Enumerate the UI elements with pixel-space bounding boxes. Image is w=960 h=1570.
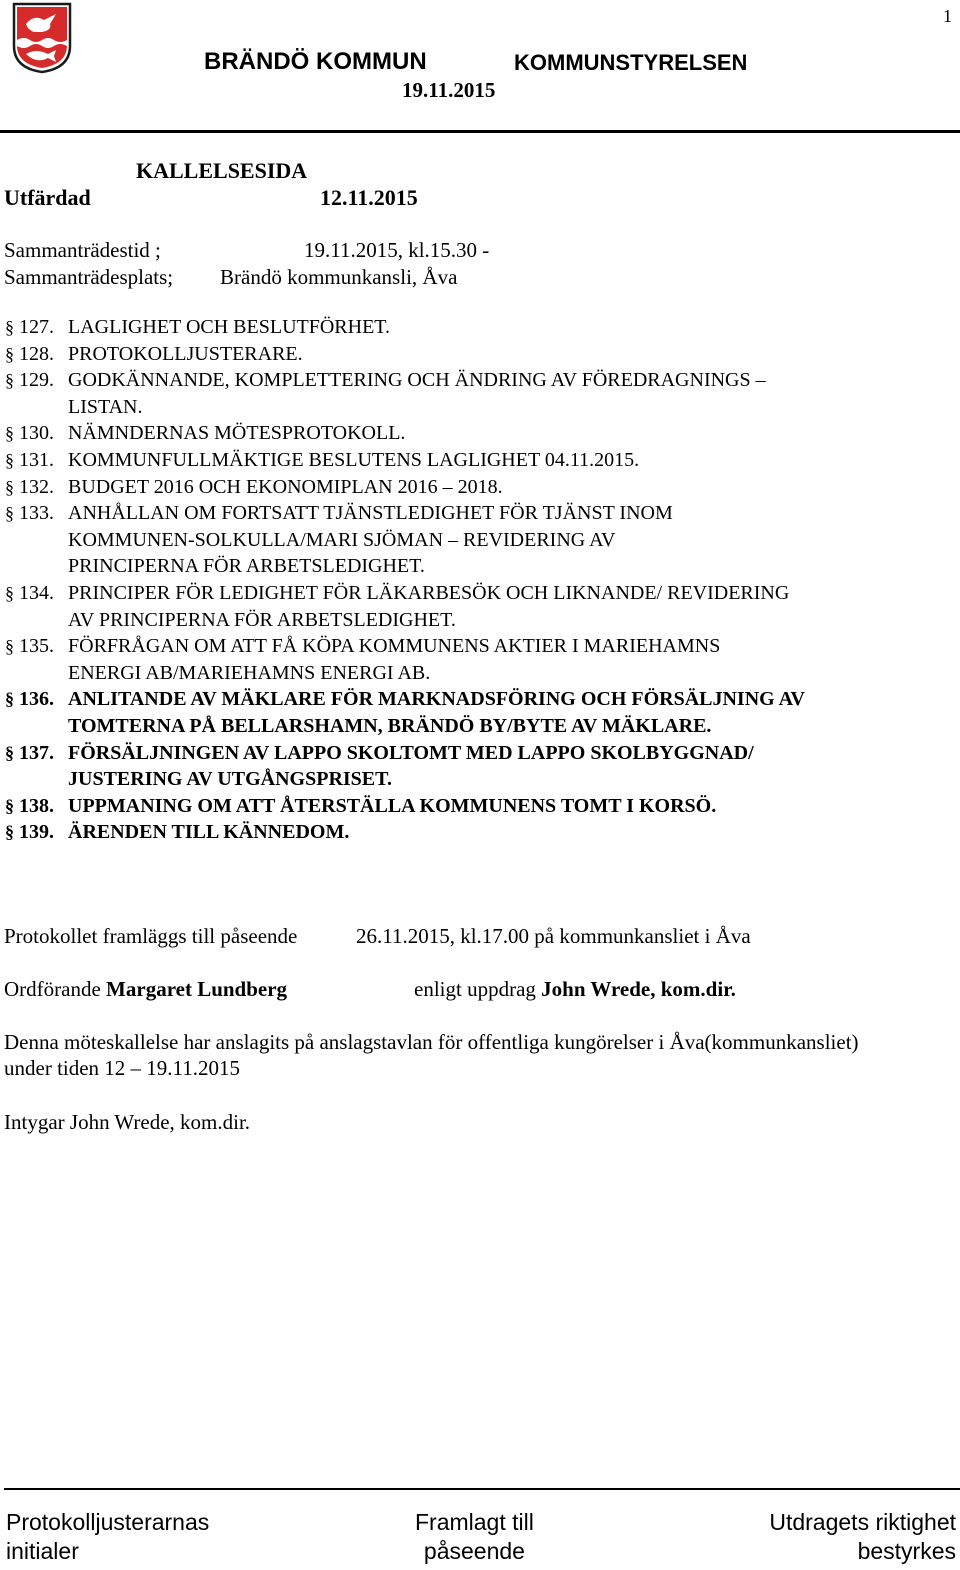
section-symbol: § <box>5 476 14 497</box>
agenda-text: LISTAN. <box>68 395 143 418</box>
issued-label: Utfärdad <box>4 185 91 210</box>
header-divider <box>0 130 960 133</box>
municipality-name: BRÄNDÖ KOMMUN <box>204 48 427 75</box>
meeting-time-label: Sammanträdestid ; <box>4 238 161 262</box>
section-symbol: § <box>5 317 14 337</box>
section-symbol: § <box>5 742 14 763</box>
agenda-text: LAGLIGHET OCH BESLUTFÖRHET. <box>68 316 391 338</box>
agenda-item <box>0 474 960 501</box>
agenda-number: 132. <box>19 475 54 498</box>
agenda-number: 135. <box>19 635 54 658</box>
signature-label: Utdragets riktighet <box>769 1509 956 1535</box>
agenda-text: ÄRENDEN TILL KÄNNEDOM. <box>68 821 350 844</box>
agenda-item <box>0 793 960 820</box>
notice-line-2: under tiden 12 – 19.11.2015 <box>4 1056 241 1080</box>
agenda-text: PRINCIPERNA FÖR ARBETSLEDIGHET. <box>68 555 425 578</box>
agenda-text: PRINCIPER FÖR LEDIGHET FÖR LÄKARBESÖK OCH LIKNANDE/ REVIDERING <box>68 581 790 604</box>
protocol-label: Protokollet framläggs till påseende <box>4 924 298 948</box>
agenda-item <box>0 314 960 341</box>
agenda-text: GODKÄNNANDE, KOMPLETTERING OCH ÄNDRING AV FÖREDRAGNINGS – <box>68 369 766 392</box>
section-symbol: § <box>5 503 14 524</box>
section-symbol: § <box>5 423 14 444</box>
signature-label: Protokolljusterarnas <box>6 1509 210 1535</box>
mandate-name: John Wrede, kom.dir. <box>541 977 736 1001</box>
agenda-number: 131. <box>19 448 54 471</box>
agenda-item <box>0 420 960 447</box>
mandate-line <box>414 977 736 1002</box>
agenda-text: ENERGI AB/MARIEHAMNS ENERGI AB. <box>68 661 431 684</box>
protocol-value: 26.11.2015, kl.17.00 på kommunkansliet i Åva <box>356 924 751 948</box>
agenda-number: 127. <box>19 316 54 338</box>
agenda-text: KOMMUNEN-SOLKULLA/MARI SJÖMAN – REVIDERING AV <box>68 528 616 551</box>
agenda-item <box>0 341 960 368</box>
agenda-item <box>0 367 960 420</box>
agenda-item <box>0 580 960 633</box>
signature-box-initials <box>6 1508 209 1566</box>
issued-date: 12.11.2015 <box>320 185 418 210</box>
agenda-text: TOMTERNA PÅ BELLARSHAMN, BRÄNDÖ BY/BYTE AV MÄKLARE. <box>68 714 712 737</box>
agenda-item <box>0 740 960 793</box>
notice-line-1: Denna möteskallelse har anslagits på anslagstavlan för offentliga kungörelser i Åva(kommunkansliet) <box>4 1030 859 1054</box>
section-symbol: § <box>5 449 14 470</box>
signature-box-certified <box>769 1508 956 1566</box>
agenda-number: 138. <box>19 794 54 817</box>
agenda-item <box>0 686 960 739</box>
chair-label: Ordförande <box>4 977 101 1001</box>
chair-line <box>4 977 287 1002</box>
agenda-text: UPPMANING OM ATT ÅTERSTÄLLA KOMMUNENS TOMT I KORSÖ. <box>68 794 717 817</box>
section-symbol: § <box>5 370 14 391</box>
agenda-number: 128. <box>19 342 54 365</box>
agenda-text: FÖRFRÅGAN OM ATT FÅ KÖPA KOMMUNENS AKTIER I MARIEHAMNS <box>68 635 721 658</box>
agenda-text: ANHÅLLAN OM FORTSATT TJÄNSTLEDIGHET FÖR TJÄNST INOM <box>68 502 673 525</box>
meeting-place-label: Sammanträdesplats; <box>4 265 174 289</box>
header-date: 19.11.2015 <box>402 78 496 102</box>
section-symbol: § <box>5 582 14 603</box>
crest-icon <box>12 2 72 74</box>
agenda-number: 137. <box>19 741 54 764</box>
section-symbol: § <box>5 636 14 657</box>
section-symbol: § <box>5 689 14 710</box>
section-symbol: § <box>5 795 14 816</box>
agenda-item <box>0 447 960 474</box>
chair-name: Margaret Lundberg <box>106 977 288 1001</box>
agenda-text: FÖRSÄLJNINGEN AV LAPPO SKOLTOMT MED LAPPO SKOLBYGGNAD/ <box>68 741 754 764</box>
agenda-list <box>0 314 960 846</box>
meeting-place-value: Brändö kommunkansli, Åva <box>220 265 458 289</box>
section-symbol: § <box>5 822 14 843</box>
agenda-number: 134. <box>19 581 54 604</box>
signature-label: Framlagt till <box>415 1509 534 1535</box>
meeting-time-value: 19.11.2015, kl.15.30 - <box>304 238 490 262</box>
signature-label: bestyrkes <box>857 1538 956 1564</box>
agenda-text: AV PRINCIPERNA FÖR ARBETSLEDIGHET. <box>68 608 456 631</box>
agenda-number: 130. <box>19 422 54 445</box>
agenda-text: ANLITANDE AV MÄKLARE FÖR MARKNADSFÖRING OCH FÖRSÄLJNING AV <box>68 688 805 711</box>
footer-divider <box>4 1488 960 1490</box>
section-symbol: § <box>5 343 14 364</box>
agenda-item <box>0 819 960 846</box>
board-name: KOMMUNSTYRELSEN <box>514 50 748 75</box>
agenda-text: KOMMUNFULLMÄKTIGE BESLUTENS LAGLIGHET 04.11.2015. <box>68 448 640 471</box>
agenda-number: 139. <box>19 821 54 844</box>
municipality-crest <box>12 2 72 74</box>
agenda-item <box>0 500 960 580</box>
document-title: KALLELSESIDA <box>136 158 308 183</box>
agenda-text: JUSTERING AV UTGÅNGSPRISET. <box>68 768 392 791</box>
agenda-number: 133. <box>19 502 54 525</box>
agenda-text: BUDGET 2016 OCH EKONOMIPLAN 2016 – 2018. <box>68 475 503 498</box>
signature-label: initialer <box>6 1538 79 1564</box>
agenda-text: NÄMNDERNAS MÖTESPROTOKOLL. <box>68 422 406 445</box>
mandate-label: enligt uppdrag <box>414 977 536 1001</box>
agenda-text: PROTOKOLLJUSTERARE. <box>68 342 303 365</box>
signature-box-posted <box>415 1508 534 1566</box>
agenda-number: 129. <box>19 369 54 392</box>
signature-label: påseende <box>423 1538 525 1564</box>
agenda-number: 136. <box>19 688 54 711</box>
page-number: 1 <box>943 6 952 26</box>
agenda-item <box>0 633 960 686</box>
certification: Intygar John Wrede, kom.dir. <box>4 1110 251 1134</box>
